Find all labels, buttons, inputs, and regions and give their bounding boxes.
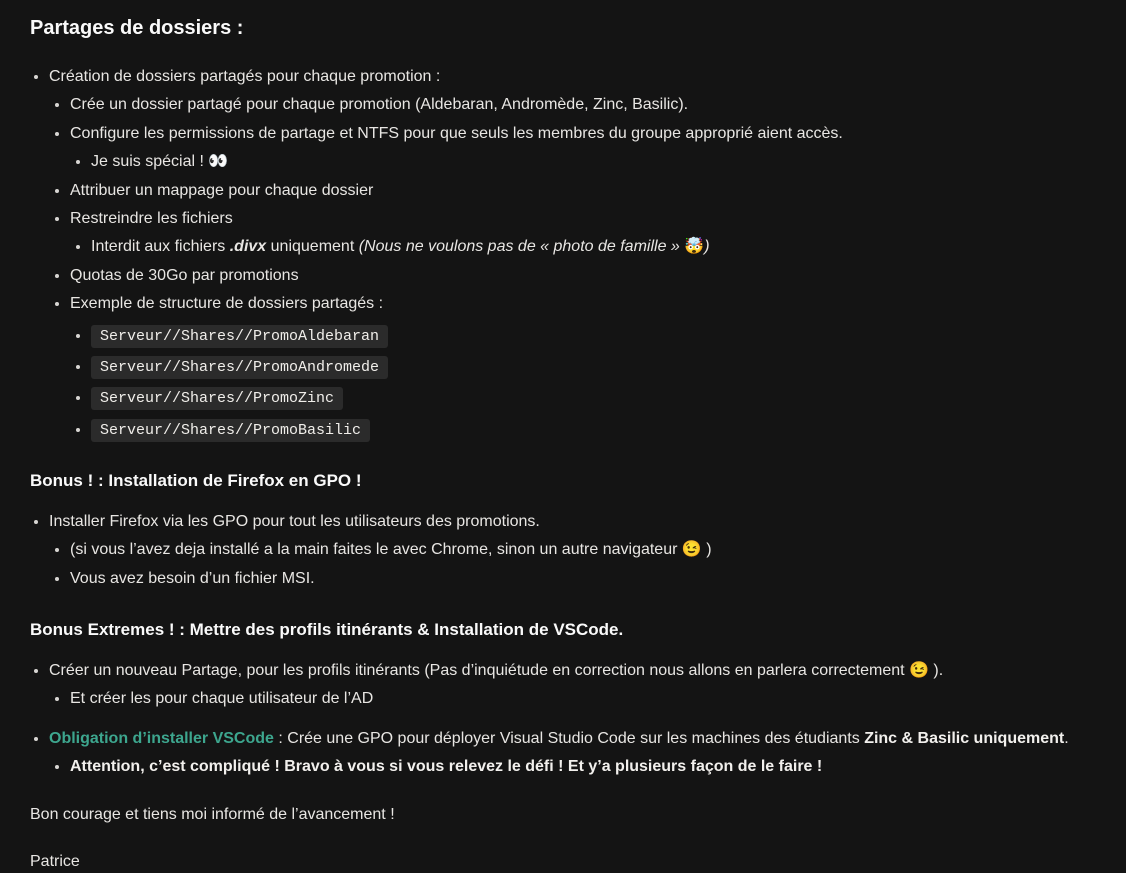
paths-sublist	[70, 325, 1098, 442]
vscode-period: .	[1064, 729, 1069, 747]
wink-emoji: 😉	[681, 541, 702, 559]
mapping-text: Attribuer un mappage pour chaque dossier	[70, 181, 374, 199]
list-item-path-aldebaran	[91, 325, 1098, 347]
vscode-obligation-link[interactable]: Obligation d’installer VSCode	[49, 729, 274, 747]
roaming-sublist	[49, 688, 1098, 710]
list-item-permissions	[70, 123, 1098, 174]
code-path-zinc: Serveur//Shares//PromoZinc	[91, 387, 343, 410]
signature: Patrice	[30, 852, 80, 870]
code-path-andromede: Serveur//Shares//PromoAndromede	[91, 356, 388, 379]
vscode-groups-bold: Zinc & Basilic uniquement	[864, 729, 1065, 747]
chrome-note-close: )	[701, 541, 712, 559]
permissions-sublist	[70, 151, 1098, 173]
list-item-install-firefox	[49, 511, 1098, 590]
closing-message: Bon courage et tiens moi informé de l’avancement !	[30, 806, 395, 824]
list-item-example	[70, 293, 1098, 441]
bonus-firefox-list	[30, 511, 1098, 590]
bonus-extreme-list	[30, 660, 1098, 779]
list-item-path-basilic	[91, 419, 1098, 441]
divx-note-close: )	[704, 238, 710, 256]
vscode-sublist	[49, 756, 1098, 778]
list-item-restrict	[70, 208, 1098, 259]
firefox-sublist	[49, 539, 1098, 590]
list-item-divx	[91, 236, 1098, 258]
roaming-share-close: ).	[928, 661, 944, 679]
example-text: Exemple de structure de dossiers partagés :	[70, 295, 384, 313]
list-item-quotas	[70, 265, 1098, 287]
vscode-text: Crée une GPO pour déployer Visual Studio Code sur les machines des étudiants	[287, 729, 865, 747]
divx-note: (Nous ne voulons pas de « photo de famille »	[358, 238, 685, 256]
msi-text: Vous avez besoin d’un fichier MSI.	[70, 569, 315, 587]
list-item-special	[91, 151, 1098, 173]
list-item-promotions-root	[49, 66, 1098, 441]
wink-emoji-2: 😉	[909, 661, 929, 679]
list-item-path-zinc	[91, 387, 1098, 409]
permissions-text: Configure les permissions de partage et NTFS pour que seuls les membres du groupe approprié aient accès.	[70, 124, 843, 142]
eyes-emoji: 👀	[208, 153, 229, 171]
warning-text: Attention, c’est compliqué ! Bravo à vous si vous relevez le défi ! Et y’a plusieurs façon de le faire !	[70, 758, 823, 776]
divx-text-pre: Interdit aux fichiers	[91, 238, 230, 256]
chrome-note-text: (si vous l’avez deja installé a la main faites le avec Chrome, sinon un autre navigateur	[70, 541, 682, 559]
special-text: Je suis spécial !	[91, 153, 209, 171]
sharing-list	[30, 66, 1098, 441]
list-item-create-folder	[70, 94, 1098, 116]
roaming-share-text: Créer un nouveau Partage, pour les profils itinérants (Pas d’inquiétude en correction nous allons en parlera correctement	[49, 661, 910, 679]
create-folder-text: Crée un dossier partagé pour chaque promotion (Aldebaran, Andromède, Zinc, Basilic).	[70, 96, 689, 114]
vscode-separator: :	[273, 729, 288, 747]
code-path-basilic: Serveur//Shares//PromoBasilic	[91, 419, 370, 442]
quotas-text: Quotas de 30Go par promotions	[70, 266, 299, 284]
list-item-path-andromede	[91, 356, 1098, 378]
list-item-vscode	[49, 728, 1098, 779]
exploding-head-emoji: 🤯	[684, 238, 705, 256]
bonus-extreme-heading: Bonus Extremes ! : Mettre des profils itinérants & Installation de VSCode.	[30, 620, 624, 640]
install-firefox-text: Installer Firefox via les GPO pour tout les utilisateurs des promotions.	[49, 512, 540, 530]
list-item-roaming-share	[49, 660, 1098, 711]
list-item-warning	[70, 756, 1098, 778]
divx-extension: .divx	[229, 238, 267, 256]
list-item-chrome-note	[70, 539, 1098, 561]
list-item-mapping	[70, 180, 1098, 202]
divx-text-mid: uniquement	[266, 238, 359, 256]
ad-users-text: Et créer les pour chaque utilisateur de l’AD	[70, 690, 374, 708]
bonus-firefox-heading: Bonus ! : Installation de Firefox en GPO !	[30, 471, 362, 491]
promotions-root-text: Création de dossiers partagés pour chaque promotion :	[49, 68, 441, 85]
page-title: Partages de dossiers :	[30, 17, 244, 39]
restrict-sublist	[70, 236, 1098, 258]
list-item-ad-users	[70, 688, 1098, 710]
sharing-sublist	[49, 94, 1098, 441]
restrict-text: Restreindre les fichiers	[70, 209, 233, 227]
list-item-msi	[70, 568, 1098, 590]
code-path-aldebaran: Serveur//Shares//PromoAldebaran	[91, 325, 388, 348]
